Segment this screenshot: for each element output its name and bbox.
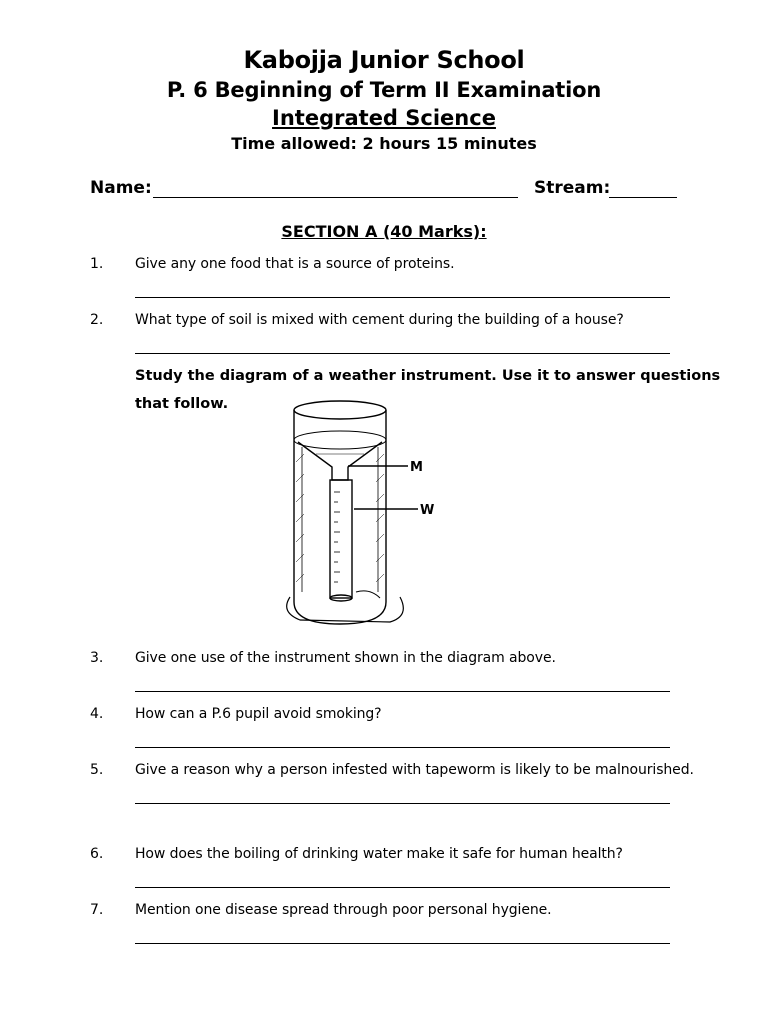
question-number: 7. <box>90 902 104 918</box>
exam-title: P. 6 Beginning of Term II Examination <box>166 78 602 102</box>
answer-line[interactable] <box>135 691 670 692</box>
diagram-instruction-cont: that follow. <box>135 396 229 412</box>
question-text: Give one use of the instrument shown in the diagram above. <box>135 650 556 666</box>
question-number: 3. <box>90 650 104 666</box>
answer-line[interactable] <box>135 803 670 804</box>
answer-line[interactable] <box>135 747 670 748</box>
question-text: Give any one food that is a source of proteins. <box>135 256 455 272</box>
question-text: Mention one disease spread through poor personal hygiene. <box>135 902 552 918</box>
question-number: 5. <box>90 762 104 778</box>
section-heading: SECTION A (40 Marks): <box>281 222 487 241</box>
rain-gauge-diagram <box>260 392 480 632</box>
name-label: Name: <box>90 178 152 198</box>
question-text: How can a P.6 pupil avoid smoking? <box>135 706 382 722</box>
label-w: W <box>420 503 435 518</box>
question-text: What type of soil is mixed with cement during the building of a house? <box>135 312 624 328</box>
measuring-cylinder <box>330 480 352 598</box>
question-number: 1. <box>90 256 104 272</box>
funnel <box>298 442 382 480</box>
stream-blank[interactable] <box>609 180 677 198</box>
time-allowed: Time allowed: 2 hours 15 minutes <box>231 134 537 153</box>
answer-line[interactable] <box>135 297 670 298</box>
question-text: How does the boiling of drinking water make it safe for human health? <box>135 846 623 862</box>
question-number: 2. <box>90 312 104 328</box>
question-number: 4. <box>90 706 104 722</box>
subject-title: Integrated Science <box>272 106 496 130</box>
stream-label: Stream: <box>534 178 611 198</box>
gauge-rim <box>294 401 386 419</box>
answer-line[interactable] <box>135 943 670 944</box>
diagram-instruction: Study the diagram of a weather instrument. Use it to answer questions <box>135 368 721 384</box>
school-name: Kabojja Junior School <box>243 46 525 74</box>
name-blank[interactable] <box>153 180 518 198</box>
question-number: 6. <box>90 846 104 862</box>
label-m: M <box>410 460 423 475</box>
answer-line[interactable] <box>135 353 670 354</box>
question-text: Give a reason why a person infested with tapeworm is likely to be malnourished. <box>135 762 694 778</box>
answer-line[interactable] <box>135 887 670 888</box>
